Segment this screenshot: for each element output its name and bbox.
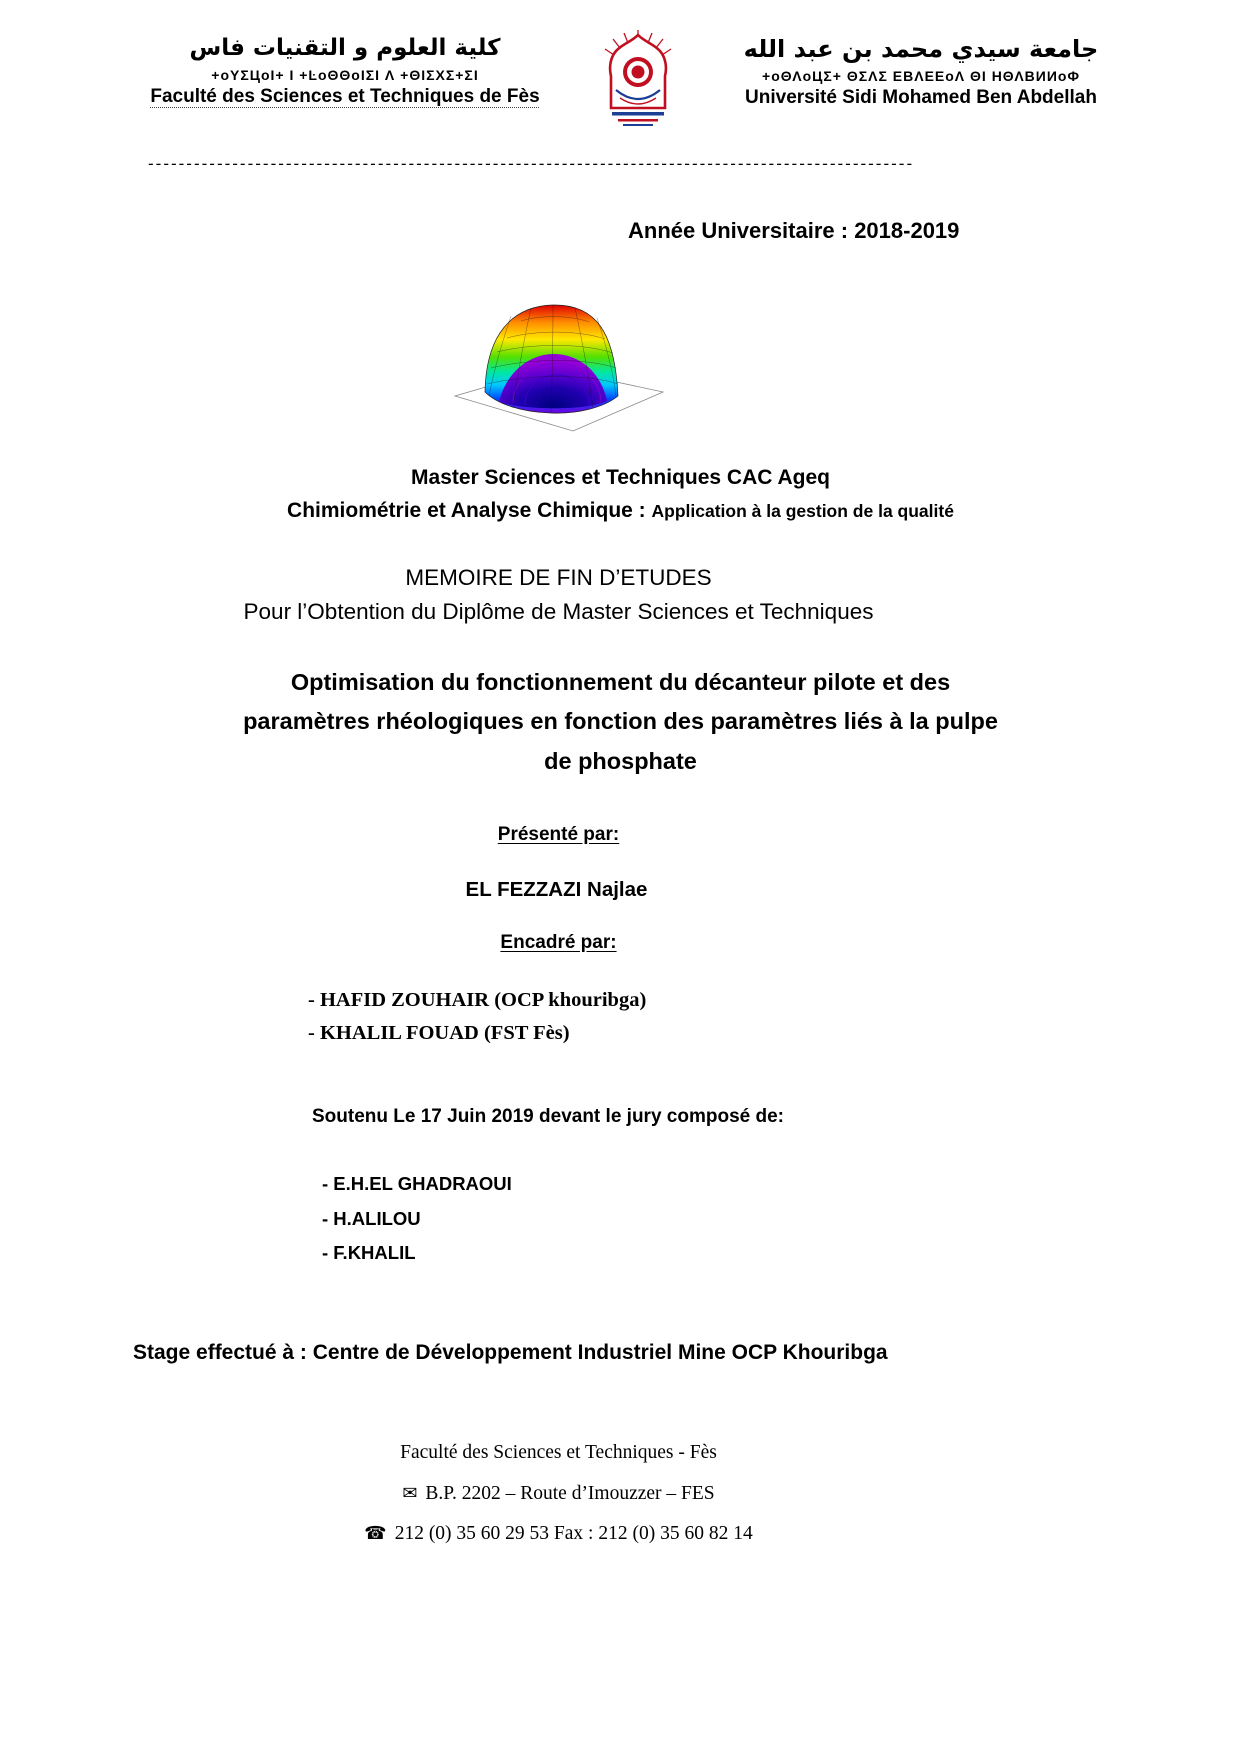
dashed-separator: ---------------------------------------------------------------------------------------------------- xyxy=(148,154,915,173)
specialty-subtitle: Application à la gestion de la qualité xyxy=(651,501,954,521)
jury-member: - F.KHALIL xyxy=(322,1242,416,1264)
footer-faculty: Faculté des Sciences et Techniques - Fès xyxy=(400,1442,717,1464)
thesis-title-line2: paramètres rhéologiques en fonction des paramètres liés à la pulpe xyxy=(243,708,998,735)
thesis-title-line3: de phosphate xyxy=(544,748,697,775)
university-emblem-icon xyxy=(596,28,680,140)
internship-location: Stage effectué à : Centre de Développement Industriel Mine OCP Khouribga xyxy=(133,1341,888,1365)
defense-intro: Soutenu Le 17 Juin 2019 devant le jury composé de: xyxy=(312,1105,784,1127)
university-name-arabic: جامعة سيدي محمد بن عبد الله xyxy=(743,35,1099,63)
footer-phone-text: 212 (0) 35 60 29 53 Fax : 212 (0) 35 60 82 14 xyxy=(394,1522,753,1544)
specialty-name: Chimiométrie et Analyse Chimique : xyxy=(287,499,652,522)
university-name-tifinagh: +oΘΛoЦΣ+ ΘΣΛΣ ΕΒΛΕΕoΛ ΘΙ ΗΘΛΒИИoΦ xyxy=(762,68,1080,84)
surface-plot-figure xyxy=(0,284,1179,440)
3d-surface-plot-image xyxy=(453,284,665,440)
footer-address-text: B.P. 2202 – Route d’Imouzzer – FES xyxy=(425,1482,715,1504)
faculty-name-french: Faculté des Sciences et Techniques de Fès xyxy=(150,85,540,107)
university-logo xyxy=(578,28,698,140)
faculty-block xyxy=(120,34,570,108)
memoire-block xyxy=(0,561,1179,629)
faculty-name-arabic: كلية العلوم و التقنيات فاس xyxy=(189,35,501,61)
thesis-title xyxy=(0,663,1241,783)
letterhead xyxy=(0,0,1241,140)
jury-member: - E.H.EL GHADRAOUI xyxy=(322,1172,512,1194)
footer-contact xyxy=(0,1441,1179,1545)
jury-member: - H.ALILOU xyxy=(322,1207,421,1229)
phone-icon: ☎ xyxy=(364,1522,387,1544)
supervisor-item: - HAFID ZOUHAIR (OCP khouribga) xyxy=(308,989,647,1012)
jury-list xyxy=(322,1170,1241,1267)
faculty-name-tifinagh: +oYΣЦoI+ I +ĿoΘΘoIΣI Λ +ΘIΣXΣ+ΣI xyxy=(211,66,479,83)
thesis-title-line1: Optimisation du fonctionnement du décanteur pilote et des xyxy=(290,668,951,695)
university-block xyxy=(706,34,1136,109)
program-name: Master Sciences et Techniques CAC Ageq xyxy=(411,466,830,489)
supervisors-list xyxy=(308,984,1241,1050)
presented-by-label: Présenté par: xyxy=(497,824,620,846)
supervisor-item: - KHALIL FOUAD (FST Fès) xyxy=(308,1022,570,1045)
memoire-subheading: Pour l’Obtention du Diplôme de Master Sciences et Techniques xyxy=(243,598,874,624)
author-name: EL FEZZAZI Najlae xyxy=(465,878,648,902)
academic-year: Année Universitaire : 2018-2019 xyxy=(628,218,960,243)
supervised-by-label: Encadré par: xyxy=(500,932,617,954)
program-specialty xyxy=(0,499,1241,523)
footer-address xyxy=(0,1482,1179,1505)
footer-phone xyxy=(0,1522,1179,1545)
university-name-french: Université Sidi Mohamed Ben Abdellah xyxy=(745,87,1097,108)
envelope-icon: ✉ xyxy=(402,1482,418,1504)
program-block xyxy=(0,466,1241,523)
memoire-heading: MEMOIRE DE FIN D’ETUDES xyxy=(405,565,712,590)
